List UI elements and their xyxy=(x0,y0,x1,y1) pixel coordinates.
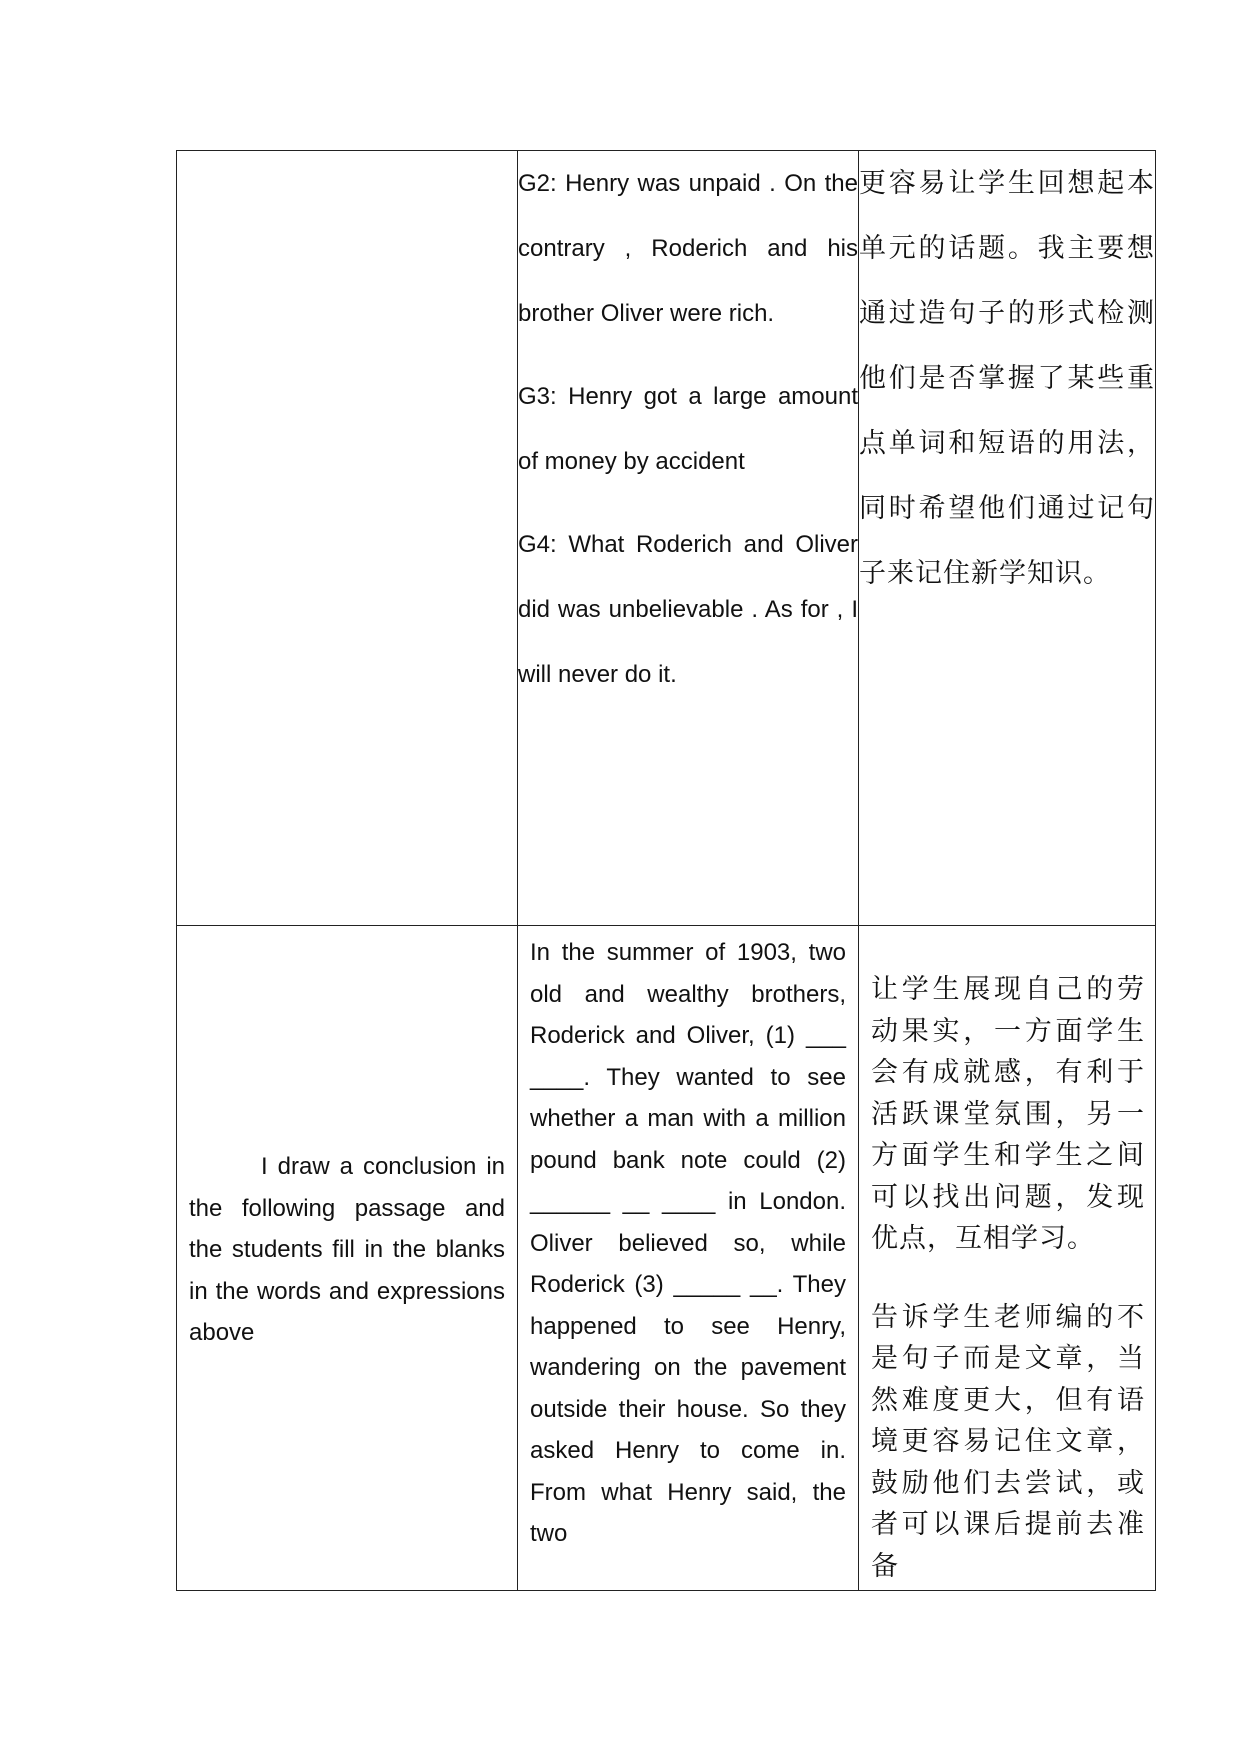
activity-cell xyxy=(177,926,518,1591)
purpose-text-1: 让学生展现自己的劳动果实，一方面学生会有成就感，有利于活跃课堂氛围，另一方面学生和学生之间可以找出问题，发现优点，互相学习。 xyxy=(871,974,1145,1254)
sentence-g2: G2: Henry was unpaid . On the contrary , Roderich and his brother Oliver were rich. xyxy=(518,170,858,327)
sentence-g3: G3: Henry got a large amount of money by accident xyxy=(518,383,858,475)
lesson-plan-table xyxy=(176,150,1156,1591)
activity-cell xyxy=(177,151,518,926)
purpose-cell xyxy=(859,151,1156,926)
table-row xyxy=(177,151,1156,926)
content-cell xyxy=(518,926,859,1591)
sentence-g4: G4: What Roderich and Oliver did was unbelievable . As for , I will never do it. xyxy=(518,531,858,688)
table-row xyxy=(177,926,1156,1591)
activity-instruction: I draw a conclusion in the following passage and the students fill in the blanks in the words and expressions above xyxy=(189,1153,505,1346)
purpose-text: 更容易让学生回想起本单元的话题。我主要想通过造句子的形式检测他们是否掌握了某些重点单词和短语的用法，同时希望他们通过记句子来记住新学知识。 xyxy=(859,168,1155,589)
purpose-text-2: 告诉学生老师编的不是句子而是文章，当然难度更大，但有语境更容易记住文章，鼓励他们去尝试，或者可以课后提前去准备 xyxy=(871,1301,1145,1582)
fill-in-passage: In the summer of 1903, two old and wealthy brothers, Roderick and Oliver, (1) ___ ____. They wanted to see whether a man with a million pound bank note could (2) ______ __ ____ in London. Oliver believed so, while Roderick (3) _____ __. They happened to see Henry, wandering on the pavement outside their house. So they asked Henry to come in. From what Henry said, the two xyxy=(530,939,846,1547)
content-cell xyxy=(518,151,859,926)
purpose-cell xyxy=(859,926,1156,1591)
